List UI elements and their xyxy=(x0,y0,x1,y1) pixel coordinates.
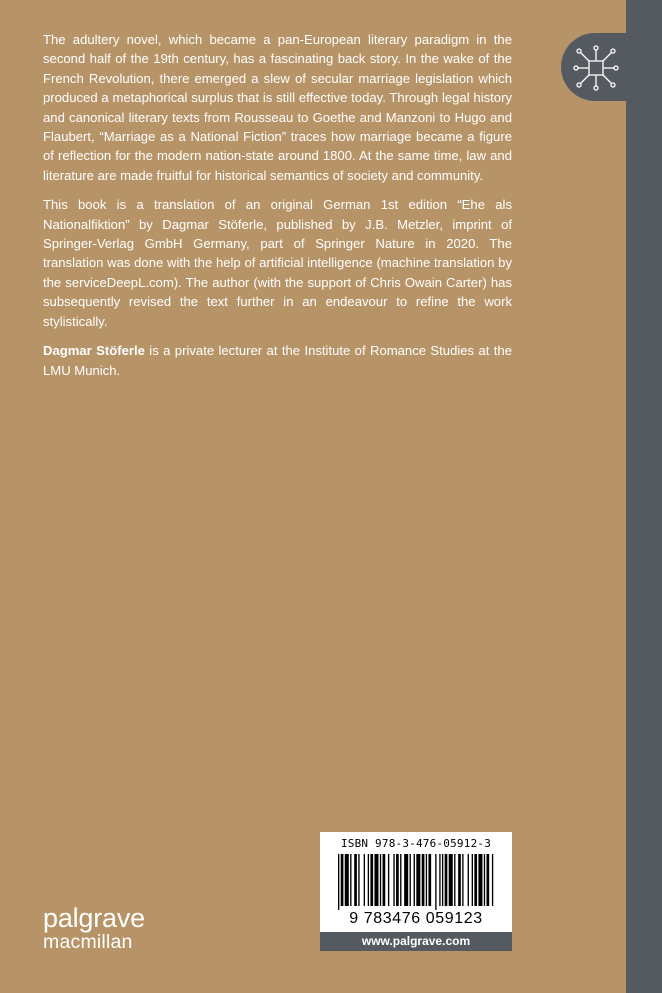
author-name: Dagmar Stöferle xyxy=(43,343,145,359)
palgrave-network-icon xyxy=(573,45,619,91)
translation-note: This book is a translation of an original German 1st edition “Ehe als Nationalfiktion” by Dagmar Stöferle, published by J.B. Metzler, imprint of Springer-Verlag GmbH Germany, part of Springer Nature in 2020. The translation was done with the help of artificial intelligence (machine translation by the serviceDeepL.com). The author (with the support of Chris Owain Carter) has subsequently revised the text further in an endeavour to refine the work stylistically. xyxy=(43,197,512,329)
description-paragraph: The adultery novel, which became a pan-European literary paradigm in the second half of the 19th century, has a fascinating back story. In the wake of the French Revolution, there emerged a slew of secular marriage legislation which produced a metaphorical surplus that is still effective today. Through legal history and canonical literary texts from Rousseau to Goethe and Manzoni to Hugo and Flaubert, “Marriage as a National Fiction” traces how marriage became a figure of reflection for the modern nation-state around 1800. At the same time, law and literature are made fruitful for historical semantics of society and community. xyxy=(43,32,512,183)
side-strip xyxy=(626,0,662,993)
isbn-number: ISBN 978-3-476-05912-3 xyxy=(340,837,492,850)
barcode-digits: 9 783476 059123 xyxy=(349,910,483,927)
author-bio-text: is a private lecturer at the Institute of Romance Studies at the LMU Munich. xyxy=(43,343,512,378)
barcode-bars xyxy=(338,854,494,910)
author-bio xyxy=(43,341,512,380)
back-cover-text xyxy=(43,30,512,390)
publisher-website: www.palgrave.com xyxy=(320,932,512,951)
publisher-badge xyxy=(561,33,662,101)
palgrave-macmillan-logo xyxy=(43,905,163,953)
isbn-barcode xyxy=(320,832,512,932)
logo-palgrave: palgrave xyxy=(43,903,145,933)
logo-macmillan: macmillan xyxy=(43,931,133,953)
